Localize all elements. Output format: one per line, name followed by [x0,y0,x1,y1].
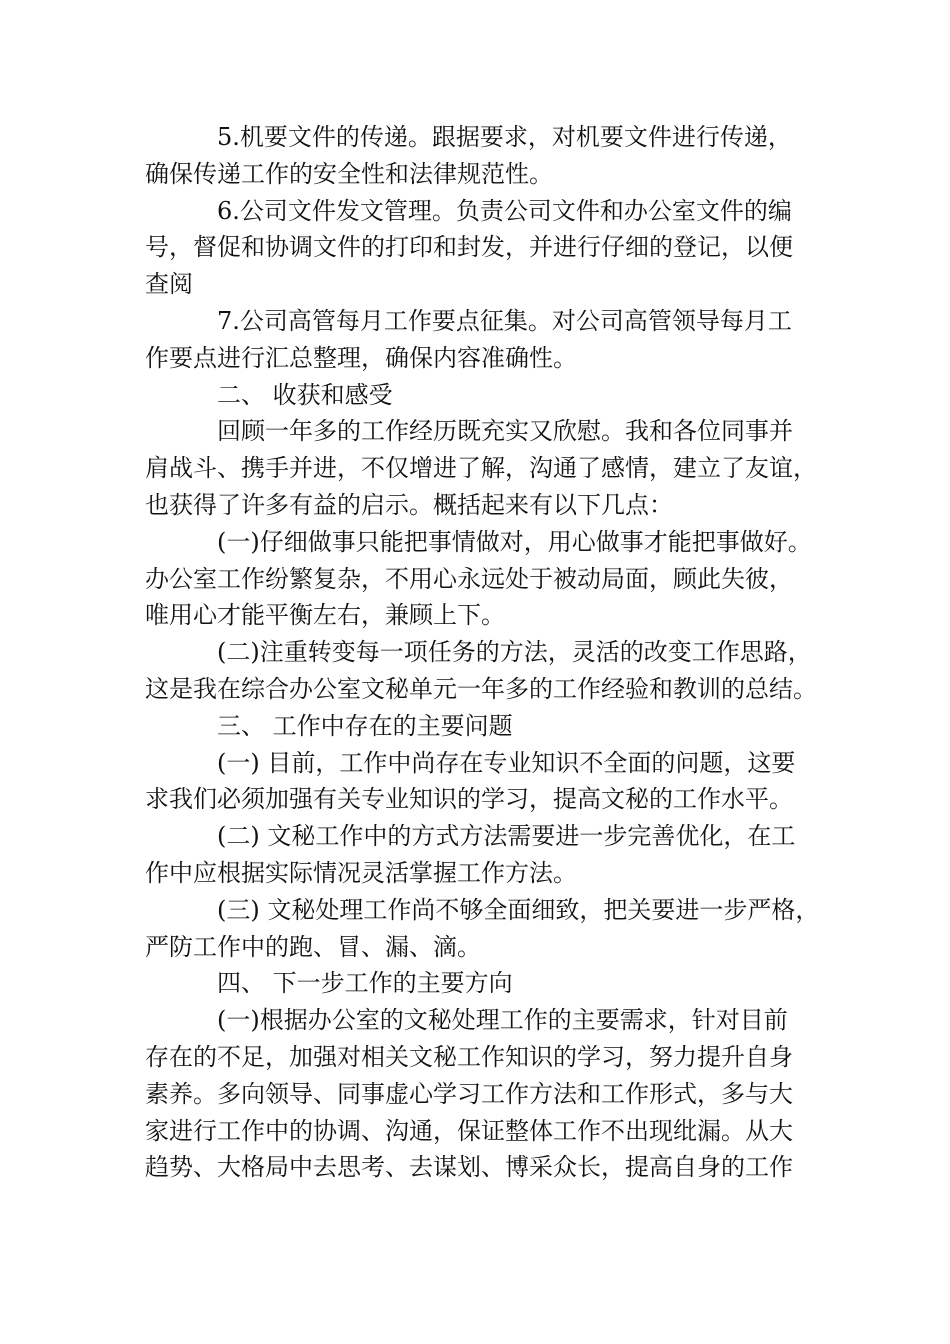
paragraph-line: 存在的不足，加强对相关文秘工作知识的学习，努力提升自身 [145,1042,793,1071]
paragraph-line: (一) 目前，工作中尚存在专业知识不全面的问题，这要 [217,748,796,777]
paragraph-line: 查阅 [145,270,193,299]
paragraph-line: 7.公司高管每月工作要点征集。对公司高管领导每月工 [217,306,792,335]
document-body [145,119,820,1186]
paragraph-line: (二) 文秘工作中的方式方法需要进一步完善优化，在工 [217,822,796,851]
paragraph-line: 这是我在综合办公室文秘单元一年多的工作经验和教训的总结。 [145,674,817,703]
section-heading: 二、 收获和感受 [217,380,393,409]
paragraph-line: (一)根据办公室的文秘处理工作的主要需求，针对目前 [217,1006,788,1035]
paragraph-line: 作中应根据实际情况灵活掌握工作方法。 [145,858,577,887]
paragraph-line: 6.公司文件发文管理。负责公司文件和办公室文件的编 [217,196,792,225]
paragraph-line: 作要点进行汇总整理，确保内容准确性。 [145,343,577,372]
paragraph-line: (三) 文秘处理工作尚不够全面细致，把关要进一步严格， [217,895,820,924]
paragraph-line: 回顾一年多的工作经历既充实又欣慰。我和各位同事并 [217,417,793,446]
paragraph-line: (二)注重转变每一项任务的方法，灵活的改变工作思路， [217,638,812,667]
paragraph-line: 素养。多向领导、同事虚心学习工作方法和工作形式，多与大 [145,1079,793,1108]
paragraph-line: 唯用心才能平衡左右，兼顾上下。 [145,601,505,630]
section-heading: 三、 工作中存在的主要问题 [217,711,513,740]
paragraph-line: (一)仔细做事只能把事情做对，用心做事才能把事做好。 [217,527,812,556]
paragraph-line: 号，督促和协调文件的打印和封发，并进行仔细的登记，以便 [145,233,793,262]
paragraph-line: 家进行工作中的协调、沟通，保证整体工作不出现纰漏。从大 [145,1116,793,1145]
paragraph-line: 5.机要文件的传递。跟据要求，对机要文件进行传递， [217,123,792,151]
paragraph-line: 也获得了许多有益的启示。概括起来有以下几点： [145,490,673,519]
paragraph-line: 严防工作中的跑、冒、漏、滴。 [145,932,481,961]
paragraph-line: 办公室工作纷繁复杂，不用心永远处于被动局面，顾此失彼， [145,564,793,593]
paragraph-line: 求我们必须加强有关专业知识的学习，提高文秘的工作水平。 [145,785,793,814]
paragraph-line: 确保传递工作的安全性和法律规范性。 [145,159,553,188]
paragraph-line: 趋势、大格局中去思考、去谋划、博采众长，提高自身的工作 [145,1153,793,1182]
paragraph-line: 肩战斗、携手并进，不仅增进了解，沟通了感情，建立了友谊， [145,454,817,483]
section-heading: 四、 下一步工作的主要方向 [217,969,513,998]
